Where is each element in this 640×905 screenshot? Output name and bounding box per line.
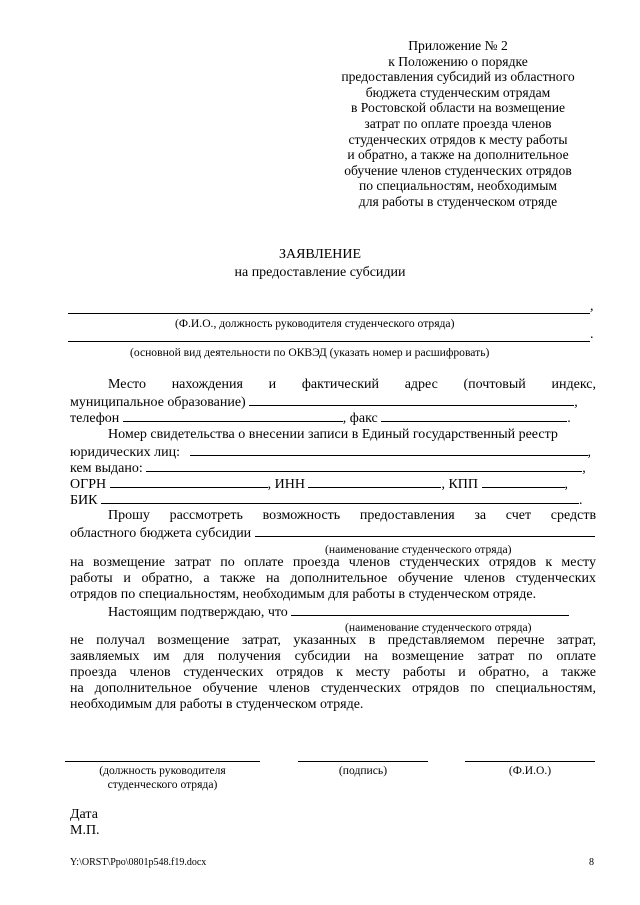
page-number: 8: [589, 857, 594, 868]
kpp-label: , КПП: [441, 477, 479, 492]
request-word: возможность: [262, 508, 341, 523]
position-caption-line: студенческого отряда): [107, 778, 218, 791]
ogrn-field[interactable]: [110, 475, 268, 488]
issued-by-label: кем выдано:: [70, 461, 143, 476]
request-word: рассмотреть: [169, 508, 243, 523]
team-name-field[interactable]: [255, 524, 595, 537]
fax-label: , факс: [342, 411, 378, 426]
annex-line: студенческих отрядов к месту работы: [348, 131, 568, 147]
address-word: фактический: [301, 377, 379, 392]
bik-line: [70, 491, 596, 509]
address-word: и: [268, 377, 277, 392]
budget-label: областного бюджета субсидии: [70, 526, 252, 541]
annex-header: [318, 38, 598, 210]
address-field[interactable]: [249, 393, 574, 406]
annex-line: в Ростовской области на возмещение: [350, 100, 566, 116]
position-caption: [65, 764, 260, 792]
budget-line: [70, 524, 596, 542]
paragraph-line: работы и обратно, а также на дополнительное обучение членов студенческих: [70, 571, 596, 586]
annex-line: предоставления субсидий из областного: [341, 69, 575, 85]
inn-field[interactable]: [308, 475, 441, 488]
legal-comma: ,: [587, 445, 592, 460]
fio-comma: ,: [590, 299, 594, 314]
bik-field[interactable]: [101, 491, 579, 504]
request-word: счет: [505, 508, 532, 523]
phone-fax-line: [70, 409, 596, 427]
request-word: Прошу: [108, 508, 150, 523]
address-word: Место: [108, 377, 146, 392]
cert-number-field[interactable]: [190, 443, 588, 456]
confirm-team-field[interactable]: [291, 603, 569, 616]
annex-line: по специальностям, необходимым: [358, 178, 558, 194]
cert-line: Номер свидетельства о внесении записи в Единый государственный реестр: [108, 427, 558, 442]
annex-line: и обратно, а также на дополнительное: [347, 147, 569, 163]
issued-by-field[interactable]: [146, 459, 582, 472]
paragraph-line: не получал возмещение затрат, указанных в представляемом перечне затрат,: [70, 633, 596, 648]
address-word: адрес: [404, 377, 438, 392]
position-signature-field[interactable]: [65, 761, 260, 762]
bik-label: БИК: [70, 493, 98, 508]
ogrn-label: ОГРН: [70, 477, 107, 492]
paragraph-line: проезда членов студенческих отрядов к месту работы и обратно, а также: [70, 665, 596, 680]
address-cont-label: муниципальное образование): [70, 395, 246, 410]
confirm-team-caption: (наименование студенческого отряда): [345, 621, 532, 634]
paragraph-line: на дополнительное обучение членов студенческих отрядов по специальностям,: [70, 681, 596, 696]
paragraph-line: отрядов по специальностям, необходимым для работы в студенческом отряде.: [70, 587, 537, 602]
annex-line: к Положению о порядке: [388, 53, 528, 69]
address-word: индекс,: [551, 377, 596, 392]
address-word: (почтовый: [463, 377, 526, 392]
fio-position-field[interactable]: [68, 313, 590, 314]
annex-line: бюджета студенческим отрядам: [365, 84, 551, 100]
request-word: средств: [550, 508, 597, 523]
position-caption-line: (должность руководителя: [99, 764, 226, 777]
kpp-field[interactable]: [482, 475, 565, 488]
document-subtitle: на предоставление субсидии: [234, 265, 406, 280]
confirm-line: [70, 603, 634, 621]
seal-label: М.П.: [70, 823, 100, 838]
team-name-caption: (наименование студенческого отряда): [325, 543, 512, 556]
annex-line: обучение членов студенческих отрядов: [344, 162, 572, 178]
document-title: ЗАЯВЛЕНИЕ: [278, 247, 362, 262]
annex-line: Приложение № 2: [408, 38, 508, 53]
okved-period: .: [590, 327, 594, 342]
paragraph-line: необходимым для работы в студенческом отряде.: [70, 697, 364, 712]
address-line: [70, 377, 596, 393]
phone-field[interactable]: [123, 409, 343, 422]
phone-fax-period: .: [567, 411, 571, 426]
signature-caption: (подпись): [338, 764, 388, 777]
okved-caption: (основной вид деятельности по ОКВЭД (указать номер и расшифровать): [130, 346, 490, 359]
kpp-comma: ,: [564, 477, 569, 492]
annex-line: затрат по оплате проезда членов: [364, 115, 552, 131]
okved-activity-field[interactable]: [68, 341, 590, 342]
paragraph-line: на возмещение затрат по оплате проезда членов студенческих отрядов к месту: [70, 555, 596, 570]
confirm-label: Настоящим подтверждаю, что: [108, 605, 288, 620]
inn-label: , ИНН: [267, 477, 305, 492]
fio-position-caption: (Ф.И.О., должность руководителя студенческого отряда): [175, 317, 455, 330]
paragraph-line: заявляемых им для получения субсидии на возмещение затрат по оплате: [70, 649, 596, 664]
name-caption: (Ф.И.О.): [508, 764, 552, 777]
footer-file-path: Y:\ORST\Ppo\0801p548.f19.docx: [70, 857, 207, 868]
signature-field[interactable]: [298, 761, 428, 762]
bik-period: .: [579, 493, 583, 508]
request-word: предоставления: [359, 508, 455, 523]
phone-label: телефон: [70, 411, 120, 426]
fax-field[interactable]: [381, 409, 567, 422]
annex-line: для работы в студенческом отряде: [358, 193, 558, 209]
address-word: нахождения: [171, 377, 243, 392]
legal-entities-label: юридических лиц:: [70, 445, 181, 460]
name-signature-field[interactable]: [465, 761, 595, 762]
issued-comma: ,: [582, 461, 586, 476]
request-word: за: [474, 508, 487, 523]
date-label: Дата: [70, 807, 98, 822]
address-comma: ,: [574, 395, 578, 410]
request-line: [70, 508, 596, 524]
